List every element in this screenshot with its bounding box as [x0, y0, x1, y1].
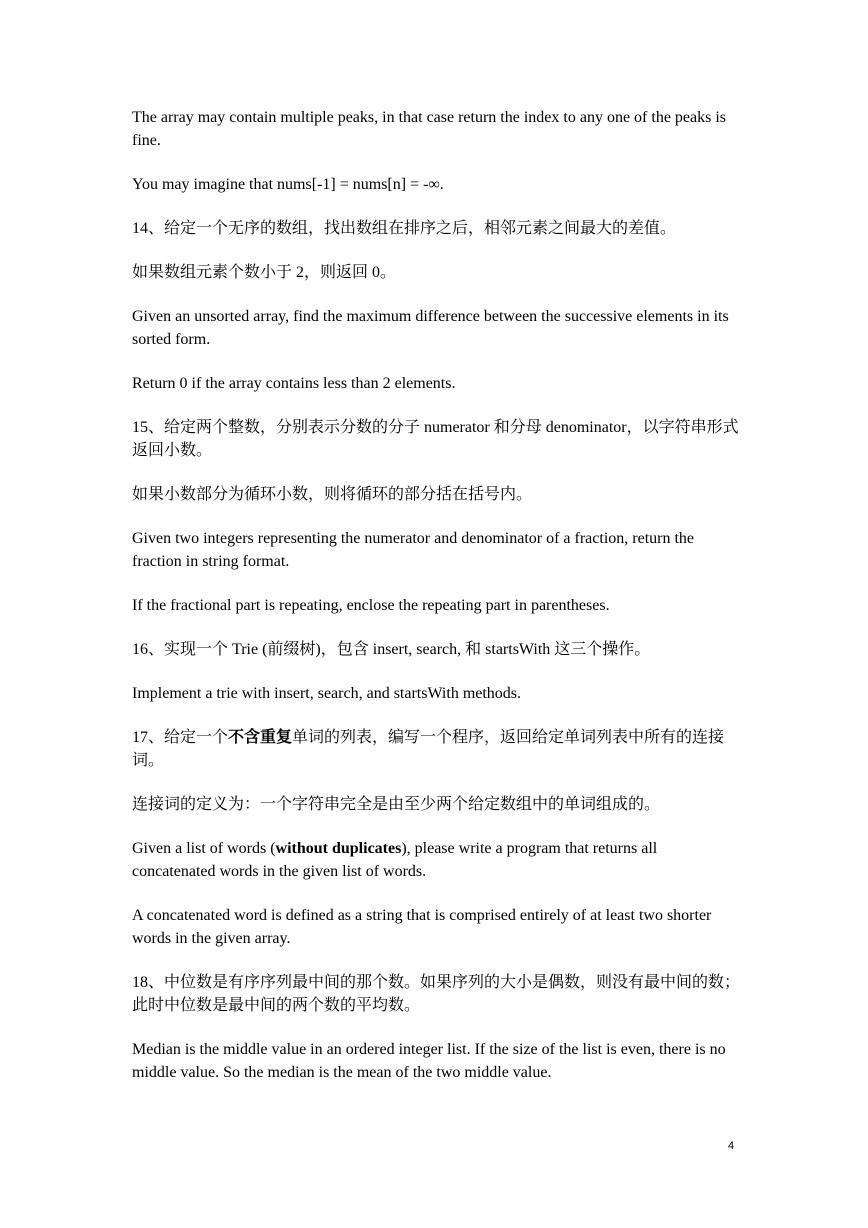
q17-cn-bold: 不含重复 [228, 729, 293, 746]
paragraph-q18-cn: 18、中位数是有序序列最中间的那个数。如果序列的大小是偶数，则没有最中间的数；此时中位数是最中间的两个数的平均数。 [132, 974, 741, 1014]
paragraph-q15-cn-note: 如果小数部分为循环小数，则将循环的部分括在括号内。 [132, 486, 533, 503]
paragraph-q17-en-definition: A concatenated word is defined as a string that is comprised entirely of at least two shorter words in the given array. [132, 907, 712, 947]
paragraph-q16-en: Implement a trie with insert, search, and startsWith methods. [132, 685, 522, 702]
paragraph-q14-cn: 14、给定一个无序的数组，找出数组在排序之后，相邻元素之间最大的差值。 [132, 220, 677, 237]
paragraph-q14-en-note: Return 0 if the array contains less than 2 elements. [132, 375, 456, 392]
paragraph-q14-en: Given an unsorted array, find the maximum difference between the successive elements in its sorted form. [132, 308, 729, 348]
paragraph-q17-cn-definition: 连接词的定义为：一个字符串完全是由至少两个给定数组中的单词组成的。 [132, 796, 661, 813]
q17-en-before: Given a list of words ( [132, 840, 276, 857]
q17-cn-before: 17、给定一个 [132, 729, 229, 746]
q17-cn-after: 单词的列表，编写一个程序，返回给定单词列表中所有的连接词。 [132, 729, 725, 769]
paragraph-q15-en: Given two integers representing the numerator and denominator of a fraction, return the fraction in string format. [132, 530, 695, 570]
paragraph-q16-cn: 16、实现一个 Trie (前缀树)，包含 insert, search, 和 startsWith 这三个操作。 [132, 641, 651, 658]
paragraph-q17-cn [132, 726, 740, 772]
paragraph-q15-cn: 15、给定两个整数，分别表示分数的分子 numerator 和分母 denominator，以字符串形式返回小数。 [132, 419, 739, 459]
paragraph-peaks-note: The array may contain multiple peaks, in that case return the index to any one of the peaks is fine. [132, 109, 727, 149]
q17-en-bold: without duplicates [275, 840, 402, 857]
paragraph-q17-en [132, 837, 740, 883]
q17-en-after: ), please write a program that returns all concatenated words in the given list of words. [132, 840, 658, 880]
page-number: 4 [728, 1140, 735, 1152]
paragraph-q14-cn-note: 如果数组元素个数小于 2，则返回 0。 [132, 264, 397, 281]
paragraph-nums-boundary: You may imagine that nums[-1] = nums[n] = -∞. [132, 176, 444, 193]
paragraph-q15-en-note: If the fractional part is repeating, enclose the repeating part in parentheses. [132, 597, 610, 614]
page-content [132, 106, 740, 1105]
paragraph-q18-en: Median is the middle value in an ordered integer list. If the size of the list is even, there is no middle value. So the median is the mean of the two middle value. [132, 1041, 726, 1081]
